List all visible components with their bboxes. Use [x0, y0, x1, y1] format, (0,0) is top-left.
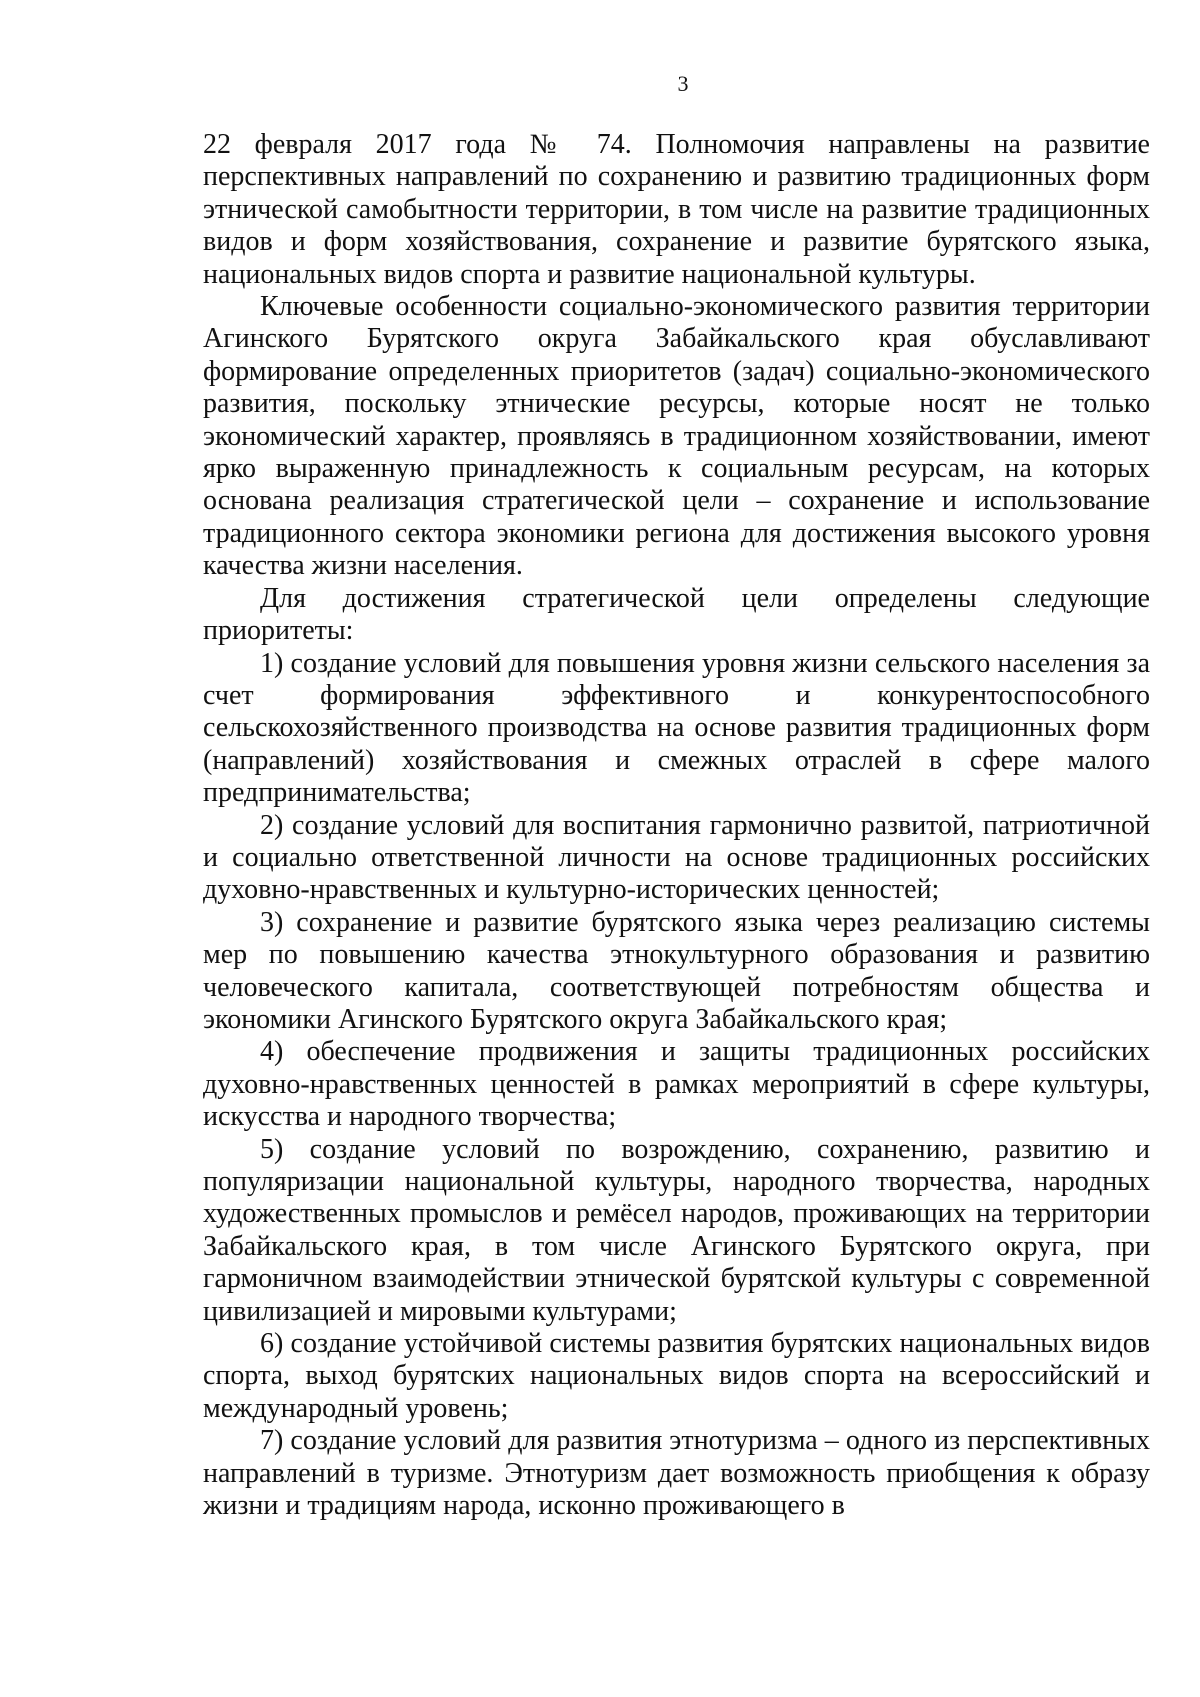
priority-item-1: 1) создание условий для повышения уровня жизни сельского населения за счет формирования эффективного и конкурентоспособного сельскохозяйственного производства на основе развития традиционных форм (направлений) хозяйствования и смежных отраслей в сфере малого предпринимательства; — [203, 647, 1150, 809]
priority-item-4: 4) обеспечение продвижения и защиты традиционных российских духовно-нравственных ценностей в рамках мероприятий в сфере культуры, искусства и народного творчества; — [203, 1036, 1150, 1133]
page-number: 3 — [677, 71, 689, 96]
priority-item-3: 3) сохранение и развитие бурятского языка через реализацию системы мер по повышению качества этнокультурного образования и развитию человеческого капитала, соответствующей потребностям общества и экономики Агинского Бурятского округа Забайкальского края; — [203, 906, 1150, 1035]
paragraph-key-features: Ключевые особенности социально-экономического развития территории Агинского Бурятского округа Забайкальского края обуславливают формирование определенных приоритетов (задач) социально-экономического развития, поскольку этнические ресурсы, которые носят не только экономический характер, проявляясь в традиционном хозяйствовании, имеют ярко выраженную принадлежность к социальным ресурсам, на которых основана реализация стратегической цели – сохранение и использование традиционного сектора экономики региона для достижения высокого уровня качества жизни населения. — [203, 291, 1150, 582]
paragraph-continuation: 22 февраля 2017 года № 74. Полномочия направлены на развитие перспективных направлений по сохранению и развитию традиционных форм этнической самобытности территории, в том числе на развитие традиционных видов и форм хозяйствования, сохранение и развитие бурятского языка, национальных видов спорта и развитие национальной культуры. — [203, 129, 1150, 290]
priority-item-5: 5) создание условий по возрождению, сохранению, развитию и популяризации национальной культуры, народного творчества, народных художественных промыслов и ремёсел народов, проживающих на территории Забайкальского края, в том числе Агинского Бурятского округа, при гармоничном взаимодействии этнической бурятской культуры с современной цивилизацией и мировыми культурами; — [203, 1133, 1150, 1327]
priority-item-6: 6) создание устойчивой системы развития бурятских национальных видов спорта, выход бурятских национальных видов спорта на всероссийский и международный уровень; — [203, 1328, 1150, 1424]
priority-item-2: 2) создание условий для воспитания гармонично развитой, патриотичной и социально ответственной личности на основе традиционных российских духовно-нравственных и культурно-исторических ценностей; — [203, 809, 1150, 906]
paragraph-priorities-intro: Для достижения стратегической цели определены следующие приоритеты: — [203, 582, 1150, 647]
priority-item-7: 7) создание условий для развития этнотуризма – одного из перспективных направлений в туризме. Этнотуризм дает возможность приобщения к образу жизни и традициям народа, исконно проживающего в — [203, 1425, 1150, 1522]
document-body — [203, 129, 1150, 1522]
